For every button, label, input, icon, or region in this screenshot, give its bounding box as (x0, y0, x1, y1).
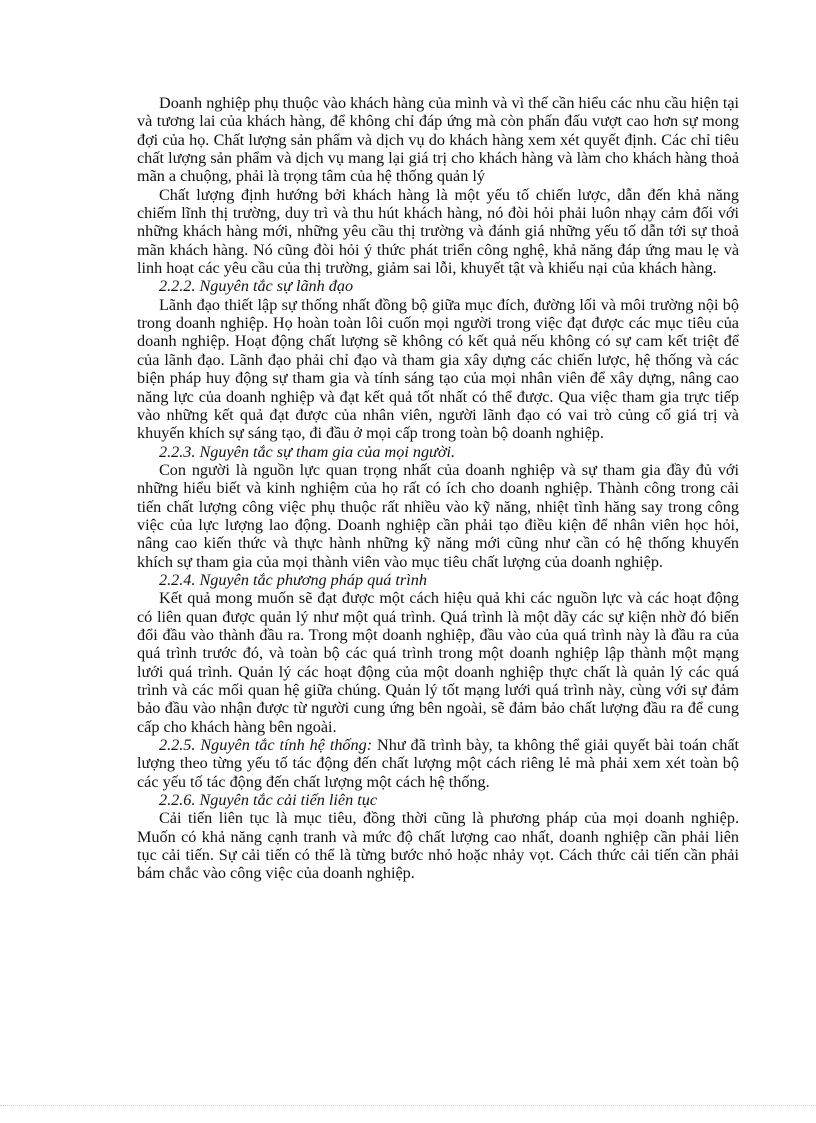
document-page (137, 94, 739, 883)
paragraph-system-approach (137, 736, 739, 791)
paragraph-customer-needs: Doanh nghiệp phụ thuộc vào khách hàng của mình và vì thế cần hiểu các nhu cầu hiện tại và tương lai của khách hàng, để không chỉ đáp ứng mà còn phấn đấu vượt cao hơn sự mong đợi của họ. Chất lượng sản phẩm và dịch vụ do khách hàng xem xét quyết định. Các chỉ tiêu chất lượng sản phẩm và dịch vụ mang lại giá trị cho khách hàng và làm cho khách hàng thoả mãn a chuộng, phải là trọng tâm của hệ thống quản lý (137, 94, 739, 186)
paragraph-process-approach: Kết quả mong muốn sẽ đạt được một cách hiệu quả khi các nguồn lực và các hoạt động có liên quan được quản lý như một quá trình. Quá trình là một dãy các sự kiện nhờ đó biến đổi đầu vào thành đầu ra. Trong một doanh nghiệp, đầu vào của quá trình này là đầu ra của quá trình trước đó, và toàn bộ các quá trình trong một doanh nghiệp lập thành một mạng lưới quá trình. Quản lý các hoạt động của một doanh nghiệp thực chất là quản lý các quá trình và các mối quan hệ giữa chúng. Quản lý tốt mạng lưới quá trình này, cùng với sự đảm bảo đầu vào nhận được từ người cung ứng bên ngoài, sẽ đảm bảo chất lượng đầu ra để cung cấp cho khách hàng bên ngoài. (137, 589, 739, 736)
paragraph-system-text: Như đã trình bày, ta không thể giải quyết bài toán chất lượng theo từng yếu tố tác động đến chất lượng một cách riêng lẻ mà phải xem xét toàn bộ các yếu tố tác động đến chất lượng một cách hệ thống. (137, 736, 740, 791)
heading-2-2-3: 2.2.3. Nguyên tắc sự tham gia của mọi người. (159, 442, 456, 461)
heading-2-2-6: 2.2.6. Nguyên tắc cải tiến liên tục (159, 791, 378, 810)
paragraph-leadership: Lãnh đạo thiết lập sự thống nhất đồng bộ giữa mục đích, đường lối và môi trường nội bộ trong doanh nghiệp. Họ hoàn toàn lôi cuốn mọi người trong việc đạt được các mục tiêu của doanh nghiệp. Hoạt động chất lượng sẽ không có kết quả nếu không có sự cam kết triệt để của lãnh đạo. Lãnh đạo phải chỉ đạo và tham gia xây dựng các chiến lược, hệ thống và các biện pháp huy động sự tham gia và tính sáng tạo của mọi nhân viên để xây dựng, nâng cao năng lực của doanh nghiệp và đạt kết quả tốt nhất có thể được. Qua việc tham gia trực tiếp vào những kết quả đạt được của nhân viên, người lãnh đạo có vai trò củng cố giá trị và khuyến khích sự sáng tạo, đi đầu ở mọi cấp trong toàn bộ doanh nghiệp. (137, 295, 739, 443)
heading-2-2-2: 2.2.2. Nguyên tắc sự lãnh đạo (159, 277, 354, 296)
heading-2-2-5: 2.2.5. Nguyên tắc tính hệ thống: (159, 736, 373, 755)
paragraph-participation: Con người là nguồn lực quan trọng nhất của doanh nghiệp và sự tham gia đầy đủ với những hiểu biết và kinh nghiệm của họ rất có ích cho doanh nghiệp. Thành công trong cải tiến chất lượng công việc phụ thuộc rất nhiều vào kỹ năng, nhiệt tình hăng say trong công việc của lực lượng lao động. Doanh nghiệp cần phải tạo điều kiện để nhân viên học hỏi, nâng cao kiến thức và thực hành những kỹ năng mới cũng như cần có hệ thống khuyến khích sự tham gia của mọi thành viên vào mục tiêu chất lượng của doanh nghiệp. (137, 460, 739, 571)
paragraph-customer-quality: Chất lượng định hướng bởi khách hàng là một yếu tố chiến lược, dẫn đến khả năng chiếm lĩnh thị trường, duy trì và thu hút khách hàng, nó đòi hỏi phải luôn nhạy cảm đối với những khách hàng mới, những yêu cầu thị trường và đánh giá những yếu tố dẫn tới sự thoả mãn khách hàng. Nó cũng đòi hỏi ý thức phát triển công nghệ, khả năng đáp ứng mau lẹ và linh hoạt các yêu cầu của thị trường, giảm sai lỗi, khuyết tật và khiếu nại của khách hàng. (137, 185, 739, 278)
paragraph-continuous-improvement: Cải tiến liên tục là mục tiêu, đồng thời cũng là phương pháp của mọi doanh nghiệp. Muốn có khả năng cạnh tranh và mức độ chất lượng cao nhất, doanh nghiệp cần phải liên tục cải tiến. Sự cải tiến có thể là từng bước nhỏ hoặc nhảy vọt. Cách thức cải tiến cần phải bám chắc vào công việc của doanh nghiệp. (137, 809, 739, 883)
page-bottom-divider (0, 1105, 816, 1106)
heading-2-2-4: 2.2.4. Nguyên tắc phương pháp quá trình (159, 570, 427, 589)
